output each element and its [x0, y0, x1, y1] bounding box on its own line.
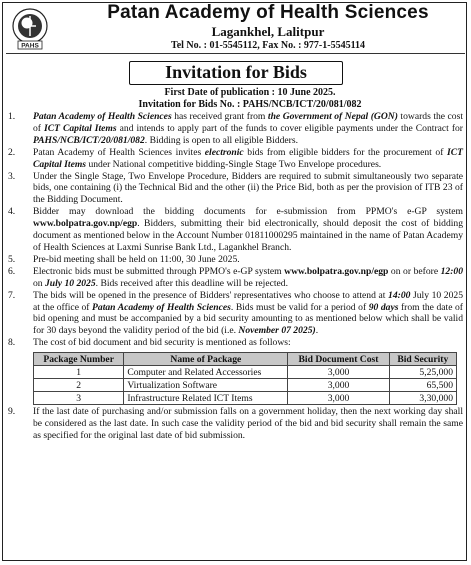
notice-item: [8, 266, 463, 290]
publication-date: First Date of publication : 10 June 2025.: [164, 87, 336, 98]
table-row: [34, 392, 457, 405]
item-text: Under the Single Stage, Two Envelope Procedure, Bidders are required to submit simultaneously two separate bids, one containing (i) the Technical Bid and the other (ii) the Price Bid, both as per the provision of ITB 23 of the Bidding Document.: [33, 170, 463, 206]
item-text: towards the cost of: [33, 111, 464, 134]
item-text: bids from eligible bidders for the procurement of: [243, 146, 447, 158]
item-text: ICT Capital Items: [44, 122, 117, 134]
table-header-row: [34, 353, 457, 366]
item-text: from the date of bid opening and must be accompanied by a bid security amounting to as mentioned below which shall be valid for 30 days beyond the validity period of the bid (i.e.: [33, 301, 463, 337]
notice-item: [8, 337, 463, 349]
column-header: Package Number: [34, 353, 124, 366]
notice-item: [8, 254, 463, 266]
item-text: . Bids received after this deadline will be rejected.: [95, 277, 288, 289]
table-row: [34, 366, 457, 379]
item-text: electronic: [204, 146, 244, 158]
item-text: has received grant from: [171, 111, 268, 122]
item-text: The bids will be opened in the presence of Bidders' representatives who choose to attend at: [33, 289, 389, 301]
pahs-logo-icon: [8, 6, 52, 50]
table-cell: Infrastructure Related ICT Items: [124, 392, 288, 405]
item-text: the Government of Nepal (GON): [267, 111, 398, 122]
bid-number: Invitation for Bids No. : PAHS/NCB/ICT/20/081/082: [138, 99, 362, 110]
institution-address: Lagankhel, Lalitpur: [211, 24, 325, 39]
item-text: on or before: [388, 265, 441, 277]
item-number: 6.: [8, 265, 16, 277]
item-text: . Bidding is open to all eligible Bidders.: [144, 134, 299, 146]
item-text: . Bidders, submitting their bid electronically, should deposit the cost of bidding document as mentioned below in the Account Number 01811000295 maintained in the name of Patan Academy of Health Sciences at Laxmi Sunrise Bank Ltd., Lagankhel Branch.: [33, 218, 463, 253]
notice-item: [8, 206, 463, 254]
item-text: www.bolpatra.gov.np/egp: [284, 265, 389, 277]
item-text: Pre-bid meeting shall be held on 11:00, 30 June 2025.: [33, 253, 240, 265]
item-number: 7.: [8, 289, 16, 301]
item-text: on: [33, 277, 45, 289]
table-row: [34, 379, 457, 392]
item-text: Electronic bids must be submitted through PPMO's e-GP system: [33, 265, 285, 277]
notice-banner: Invitation for Bids: [129, 61, 343, 85]
item-text: Bidder may download the bidding documents for e-submission from PPMO's e-GP system: [33, 206, 463, 218]
item-number: 3.: [8, 170, 16, 182]
column-header: Bid Security: [389, 353, 456, 366]
column-header: Name of Package: [124, 353, 288, 366]
item-text: 14:00: [388, 289, 411, 301]
item-text: ICT Capital Items: [33, 146, 463, 170]
item-text: 90 days: [368, 301, 399, 313]
table-cell: 3,30,000: [389, 392, 456, 405]
item-text: 12:00: [440, 265, 463, 277]
table-cell: 5,25,000: [389, 366, 456, 379]
item-text: The cost of bid document and bid security is mentioned as follows:: [33, 337, 291, 349]
item-text: If the last date of purchasing and/or submission falls on a government holiday, then the next working day shall be considered as the last date. In such case the validity period of the bid and bid security shall remain the same as specified for the original last date of bid submission.: [33, 406, 463, 441]
notice-item: [8, 171, 463, 207]
item-text: . Bids must be valid for a period of: [230, 301, 369, 313]
item-text: Patan Academy of Health Sciences invites: [33, 146, 205, 158]
table-cell: 2: [34, 379, 124, 392]
contact-numbers: Tel No. : 01-5545112, Fax No. : 977-1-5545114: [170, 40, 366, 51]
notice-item: [8, 111, 463, 147]
item-text: PAHS/NCB/ICT/20/081/082: [33, 134, 145, 146]
notice-item: [8, 290, 463, 338]
item-text: July 10 2025 at the office of: [33, 289, 463, 313]
item-number: 1.: [8, 111, 16, 122]
notice-item: [8, 406, 463, 442]
item-text: under National competitive bidding-Single Stage Two Envelope procedures.: [86, 158, 382, 170]
table-cell: Virtualization Software: [124, 379, 288, 392]
table-cell: 65,500: [389, 379, 456, 392]
item-number: 2.: [8, 146, 16, 158]
table-cell: 1: [34, 366, 124, 379]
table-cell: Computer and Related Accessories: [124, 366, 288, 379]
column-header: Bid Document Cost: [288, 353, 389, 366]
table-cell: 3,000: [288, 366, 389, 379]
table-cell: 3,000: [288, 392, 389, 405]
notice-item: [8, 147, 463, 171]
bid-cost-table: [33, 352, 457, 405]
table-cell: 3: [34, 392, 124, 405]
item-text: and intends to apply part of the funds to cover eligible payments under the Contract for: [116, 122, 464, 134]
notice-items: [8, 111, 463, 442]
table-cell: 3,000: [288, 379, 389, 392]
item-text: July 10 2025: [45, 277, 96, 289]
item-text: www.bolpatra.gov.np/egp: [33, 218, 138, 230]
item-text: .: [315, 325, 319, 337]
logo-text: PAHS: [21, 42, 39, 50]
item-number: 9.: [8, 406, 16, 418]
item-text: November 07 2025): [238, 325, 316, 337]
item-text: Patan Academy of Health Sciences: [33, 111, 172, 122]
item-number: 4.: [8, 206, 16, 218]
item-number: 5.: [8, 253, 16, 265]
item-text: Patan Academy of Health Sciences: [92, 301, 231, 313]
item-number: 8.: [8, 337, 16, 349]
header-divider: [6, 53, 465, 54]
institution-title: Patan Academy of Health Sciences: [107, 2, 429, 23]
